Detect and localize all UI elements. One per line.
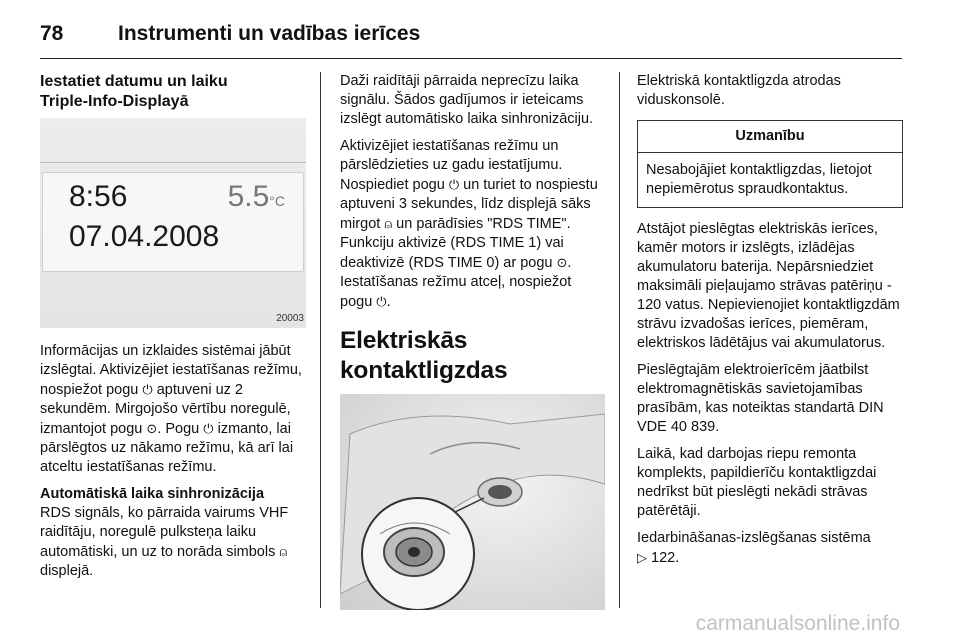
- section-heading-power-outlets: Elektriskās kontaktligzdas: [340, 327, 508, 384]
- caution-title: Uzmanību: [638, 121, 902, 153]
- page-number: 78: [40, 22, 64, 45]
- power-outlet-illustration: [340, 394, 605, 610]
- rds-symbol-icon: ⍝: [384, 216, 393, 231]
- text-run: .: [386, 294, 391, 310]
- paragraph: [637, 529, 903, 568]
- text-run: RDS signāls, ko pārraida vairums VHF raidītāju, noregulē pulksteņa laiku automātiski, un uz to norāda simbols: [40, 505, 289, 560]
- heading-line: Iestatiet datumu un laiku: [40, 73, 228, 90]
- page-header: [40, 14, 420, 54]
- temperature-value: 5.5: [227, 180, 270, 213]
- column-divider: [619, 72, 620, 608]
- header-divider: [40, 58, 902, 59]
- text-run: Informācijas un izklaides sistēmai jābūt izslēgtai. Aktivizējiet iestatīšanas režīmu, nospiežot pogu: [40, 343, 302, 398]
- paragraph: Pieslēgtajām elektroierīcēm jāatbilst elektromagnētiskās savietojamības prasībām, kas noteiktas standartā DIN VDE 40 839.: [637, 362, 884, 435]
- outlet-center-pin: [408, 547, 420, 557]
- set-knob-icon: ⊙: [146, 421, 158, 436]
- paragraph: Atstājot pieslēgtas elektriskās ierīces, kamēr motors ir izslēgts, izlādējas akumulatoru baterija. Nepārsniedziet maksimāli pieļaujamo strāvas patēriņu - 120 vatus. Nepievienojiet kontaktligzdām strāvu izvadošas ierīces, piemēram, elektriskos lādētājus vai akumulatorus.: [637, 221, 900, 351]
- text-run: un parādīsies "RDS TIME". Funkciju aktivizē (RDS TIME 1) vai deaktivizē (RDS TIME 0) ar pogu: [340, 216, 571, 271]
- paragraph: Daži raidītāji pārraida neprecīzu laika signālu. Šādos gadījumos ir ieteicams izslēgt automātisko laika sinhronizāciju.: [340, 73, 594, 127]
- text-run: . Pogu: [157, 421, 204, 437]
- clock-button-icon: ⏻: [203, 421, 214, 436]
- power-outlet-svg: [340, 394, 605, 610]
- text-run: aptuveni uz 2 sekundēm. Mirgojošo vērtību noregulē, izmantojot pogu: [40, 382, 291, 437]
- text-run: Iedarbināšanas-izslēgšanas sistēma: [637, 530, 871, 546]
- outlet-socket-hole: [488, 485, 512, 499]
- clock-button-icon: ⏻: [376, 294, 387, 309]
- clock-button-icon: ⏻: [142, 382, 153, 397]
- column-1: [40, 72, 306, 589]
- text-run: displejā.: [40, 563, 94, 579]
- paragraph: Laikā, kad darbojas riepu remonta komplekts, papildierīču kontaktligzdai nedrīkst būt pieslēgti nekādi strāvas patērētāji.: [637, 446, 877, 519]
- display-bezel-line: [40, 162, 306, 163]
- text-run: . Iestatīšanas režīmu atceļ, nospiežot pogu: [340, 255, 572, 310]
- heading-line: Triple-Info-Displayā: [40, 93, 189, 110]
- section-heading-date-time: [40, 72, 306, 112]
- caution-text: Nesabojājiet kontaktligzdas, lietojot nepiemērotus spraudkontaktus.: [646, 162, 872, 197]
- caution-box: [637, 120, 903, 208]
- text-run: Aktivizējiet iestatīšanas režīmu un pārslēdzieties uz gadu iestatījumu. Nospiediet pogu: [340, 138, 563, 193]
- rds-symbol-icon: ⍝: [279, 544, 288, 559]
- page-reference-arrow-icon: ▷: [637, 550, 647, 565]
- triple-info-display-figure: [40, 118, 306, 328]
- paragraph: [40, 504, 306, 581]
- subheading-auto-time-sync: Automātiskā laika sinhronizācija: [40, 486, 265, 502]
- paragraph: Elektriskā kontaktligzda atrodas viduskonsolē.: [637, 73, 841, 108]
- display-screen: [42, 172, 304, 272]
- temperature-unit: °C: [269, 193, 285, 209]
- column-divider: [320, 72, 321, 608]
- display-date: 07.04.2008: [69, 220, 220, 253]
- clock-button-icon: ⏻: [448, 177, 460, 192]
- paragraph: [40, 342, 306, 477]
- paragraph: [340, 137, 605, 312]
- figure-number: 20003: [276, 313, 304, 324]
- chapter-title: Instrumenti un vadības ierīces: [118, 22, 421, 45]
- watermark: carmanualsonline.info: [695, 612, 900, 635]
- text-run: un turiet to nospiestu aptuveni 3 sekundes, līdz displejā sāks mirgot: [340, 177, 598, 232]
- page-reference-link[interactable]: 122.: [651, 550, 680, 566]
- text-run: izmanto, lai pārslēgtos uz nākamo režīmu, kā arī lai atceltu iestatīšanas režīmu.: [40, 421, 294, 475]
- set-knob-icon: ⊙: [556, 255, 568, 270]
- column-3: [637, 72, 903, 576]
- column-2: [340, 72, 605, 610]
- display-time: 8:56: [69, 180, 128, 213]
- display-temperature: [227, 180, 285, 213]
